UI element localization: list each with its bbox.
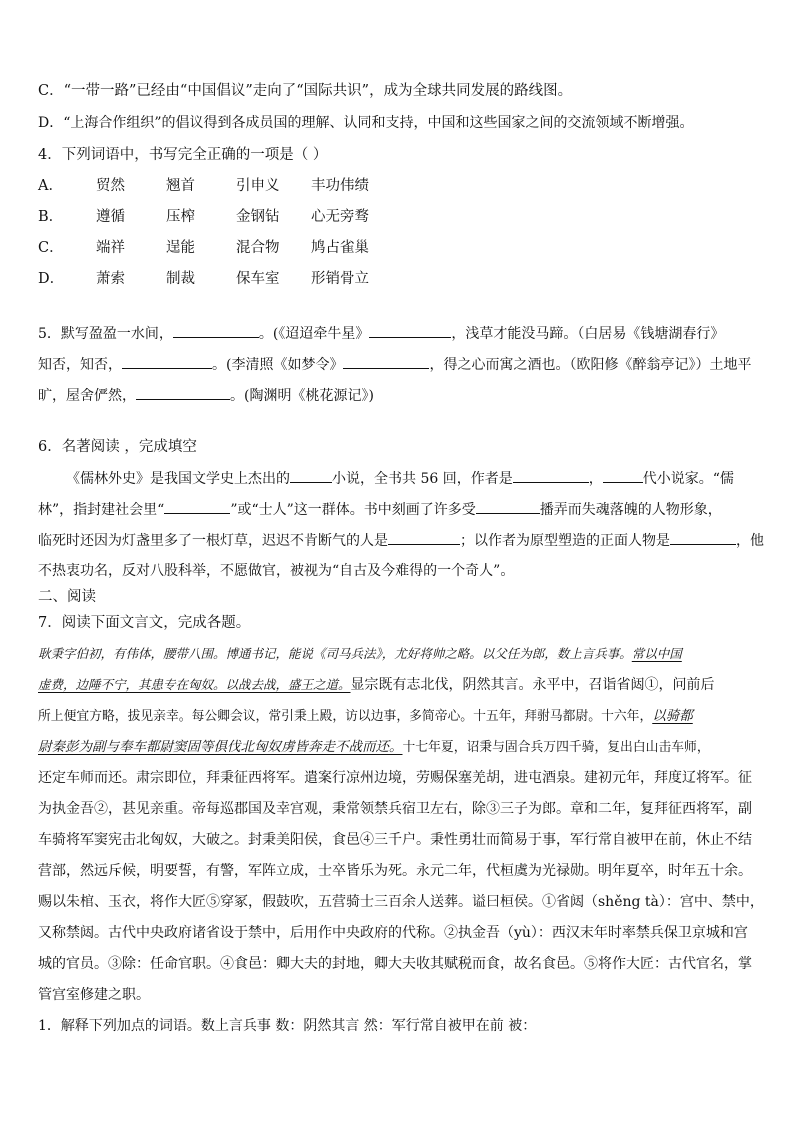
q6-line-3: [38, 530, 764, 551]
q4-option-b: [38, 207, 369, 227]
option-word: 萧索: [96, 271, 125, 287]
text: 代小说家。“儒: [642, 471, 734, 487]
text: 旷，屋舍俨然，: [38, 388, 136, 404]
underlined-text: 以骑都: [652, 708, 693, 724]
option-word: 逞能: [166, 240, 195, 256]
option-word: 制裁: [166, 271, 195, 287]
answer-blank: [136, 385, 230, 400]
option-label: B．: [38, 209, 64, 225]
option-word: 遵循: [96, 209, 125, 225]
sub-question-1: 1．解释下列加点的词语。数上言兵事 数：阴然其言 然：军行常自被甲在前 被：: [38, 1018, 537, 1034]
option-label: C．: [38, 240, 64, 256]
answer-blank: [388, 530, 460, 545]
question-4: 4．下列词语中，书写完全正确的一项是（ ）: [38, 147, 328, 163]
q6-line-1: [66, 468, 734, 489]
passage-line-2: [38, 675, 715, 695]
option-word: 压榨: [166, 209, 195, 225]
text: 播弄而失魂落魄的人物形象，: [539, 502, 722, 518]
text: 《儒林外史》是我国文学史上杰出的: [66, 471, 290, 487]
text: 小说，全书共 56 回，作者是: [332, 471, 513, 487]
q6-line-2: [38, 499, 722, 520]
passage-line-3: [38, 706, 693, 727]
q5-line-3: [38, 385, 374, 406]
answer-blank: [670, 530, 736, 545]
question-6: 6．名著阅读 ，完成填空: [38, 439, 197, 455]
passage-line-6: 为执金吾②，甚见亲重。帝每巡郡国及幸宫观，秉常领禁兵宿卫左右，除③三子为郎。章和二年，复拜征西将军，副: [38, 801, 752, 817]
q5-line-2: [38, 354, 751, 375]
answer-blank: [476, 499, 540, 514]
q3-option-c: C．“一带一路”已经由“中国倡议”走向了“国际共识”，成为全球共同发展的路线图。: [38, 83, 573, 99]
passage-line-8: 营部，然远斥候，明要誓，有警，军阵立成，士卒皆乐为死。永元二年，代桓虞为光禄勋。明年夏卒，时年五十余。: [38, 863, 752, 879]
q5-line-1: [38, 323, 724, 344]
option-label: A．: [38, 178, 63, 194]
text: 十七年夏，诏秉与固合兵万四千骑，复出白山击车师，: [402, 740, 710, 755]
text: 耿秉字伯初，有伟体，腰带八围。博通书记，能说《司马兵法》，尤好将帅之略。以父任为郎，数上言兵事。: [38, 646, 632, 661]
option-label: D．: [38, 271, 65, 287]
text: 显宗既有志北伐，阴然其言。永平中，召诣省闼①，问前后: [350, 677, 715, 693]
passage-line-10: 又称禁闼。古代中央政府诸省设于禁中，后用作中央政府的代称。②执金吾（yù）：西汉末年时率禁兵保卫京城和宫: [38, 925, 748, 941]
q6-line-4: 不热衷功名，反对八股科举，不愿做官，被视为“自古及今难得的一个奇人”。: [38, 563, 515, 579]
text: 临死时还因为灯盏里多了一根灯草，迟迟不肯断气的人是: [38, 533, 388, 549]
text: ，得之心而寓之酒也。（欧阳修《醉翁亭记》）土地平: [429, 357, 752, 373]
question-7: 7．阅读下面文言文，完成各题。: [38, 615, 251, 631]
answer-blank: [343, 354, 429, 369]
answer-blank: [173, 323, 259, 338]
q3-option-d: D．“上海合作组织”的倡议得到各成员国的理解、认同和支持，中国和这些国家之间的交流领域不断增强。: [38, 115, 694, 131]
option-word: 心无旁骛: [311, 209, 369, 225]
text: ”或“士人”这一群体。书中刻画了许多受: [230, 502, 476, 518]
text: 5．默写盈盈一水间，: [38, 326, 173, 342]
option-word: 形销骨立: [311, 271, 369, 287]
text: ，浅草才能没马蹄。（白居易《钱塘湖春行》: [451, 326, 725, 342]
answer-blank: [369, 323, 451, 338]
passage-line-1: [38, 644, 682, 664]
passage-line-11: 城的官员。③除：任命官职。④食邑：卿大夫的封地，卿大夫收其赋税而食，故名食邑。⑤将作大匠：古代官名，掌: [38, 956, 752, 972]
answer-blank: [513, 468, 589, 483]
answer-blank: [164, 499, 230, 514]
passage-line-4: [38, 737, 710, 758]
text: ，: [588, 471, 603, 487]
passage-line-9: 赐以朱棺、玉衣，将作大匠⑤穿冢，假鼓吹，五营骑士三百余人送葬。谥曰桓侯。①省闼（shěng tà）：宫中、禁中，: [38, 894, 764, 910]
underlined-text: 尉秦彭为副与奉车都尉窦固等俱伐北匈奴虏皆奔走不战而还。: [38, 739, 403, 755]
option-word: 保车室: [236, 271, 280, 287]
option-word: 丰功伟绩: [311, 178, 369, 194]
passage-line-7: 车骑将军窦宪击北匈奴，大破之。封秉美阳侯，食邑④三千户。秉性勇壮而简易于事，军行常自被甲在前，休止不结: [38, 832, 752, 848]
option-word: 翘首: [166, 178, 195, 194]
q4-option-c: [38, 238, 369, 258]
option-word: 端祥: [96, 240, 125, 256]
text: 知否，知否，: [38, 357, 122, 373]
text: 所上便宜方略，拔见亲幸。每公卿会议，常引秉上殿，访以边事，多简帝心。十五年，拜驸马都尉。十六年，: [38, 709, 653, 724]
option-word: 鸠占雀巢: [311, 240, 369, 256]
text: ；以作者为原型塑造的正面人物是: [460, 533, 670, 549]
option-word: 混合物: [236, 240, 280, 256]
q4-option-a: [38, 176, 369, 196]
passage-line-12: 管宫室修建之职。: [38, 987, 150, 1003]
underlined-text: 常以中国: [631, 646, 682, 661]
q4-option-d: [38, 269, 369, 289]
answer-blank: [290, 468, 332, 483]
option-word: 金钢钻: [236, 209, 280, 225]
answer-blank: [122, 354, 212, 369]
option-word: 贸然: [96, 178, 125, 194]
answer-blank: [603, 468, 643, 483]
text: ，他: [736, 533, 764, 549]
text: 。(李清照《如梦令》: [212, 357, 344, 373]
text: 。(陶渊明《桃花源记》): [230, 388, 374, 404]
text: 林”，指封建社会里“: [38, 502, 165, 518]
passage-line-5: 还定车师而还。肃宗即位，拜秉征西将军。遣案行凉州边境，劳赐保塞羌胡，进屯酒泉。建初元年，拜度辽将军。征: [38, 770, 752, 786]
underlined-text: 虚费，边陲不宁，其患专在匈奴。以战去战，盛王之道。: [38, 677, 351, 692]
text: 。(《迢迢牵牛星》: [258, 326, 370, 342]
section-heading-reading: 二、阅读: [38, 589, 96, 605]
option-word: 引申义: [236, 178, 280, 194]
